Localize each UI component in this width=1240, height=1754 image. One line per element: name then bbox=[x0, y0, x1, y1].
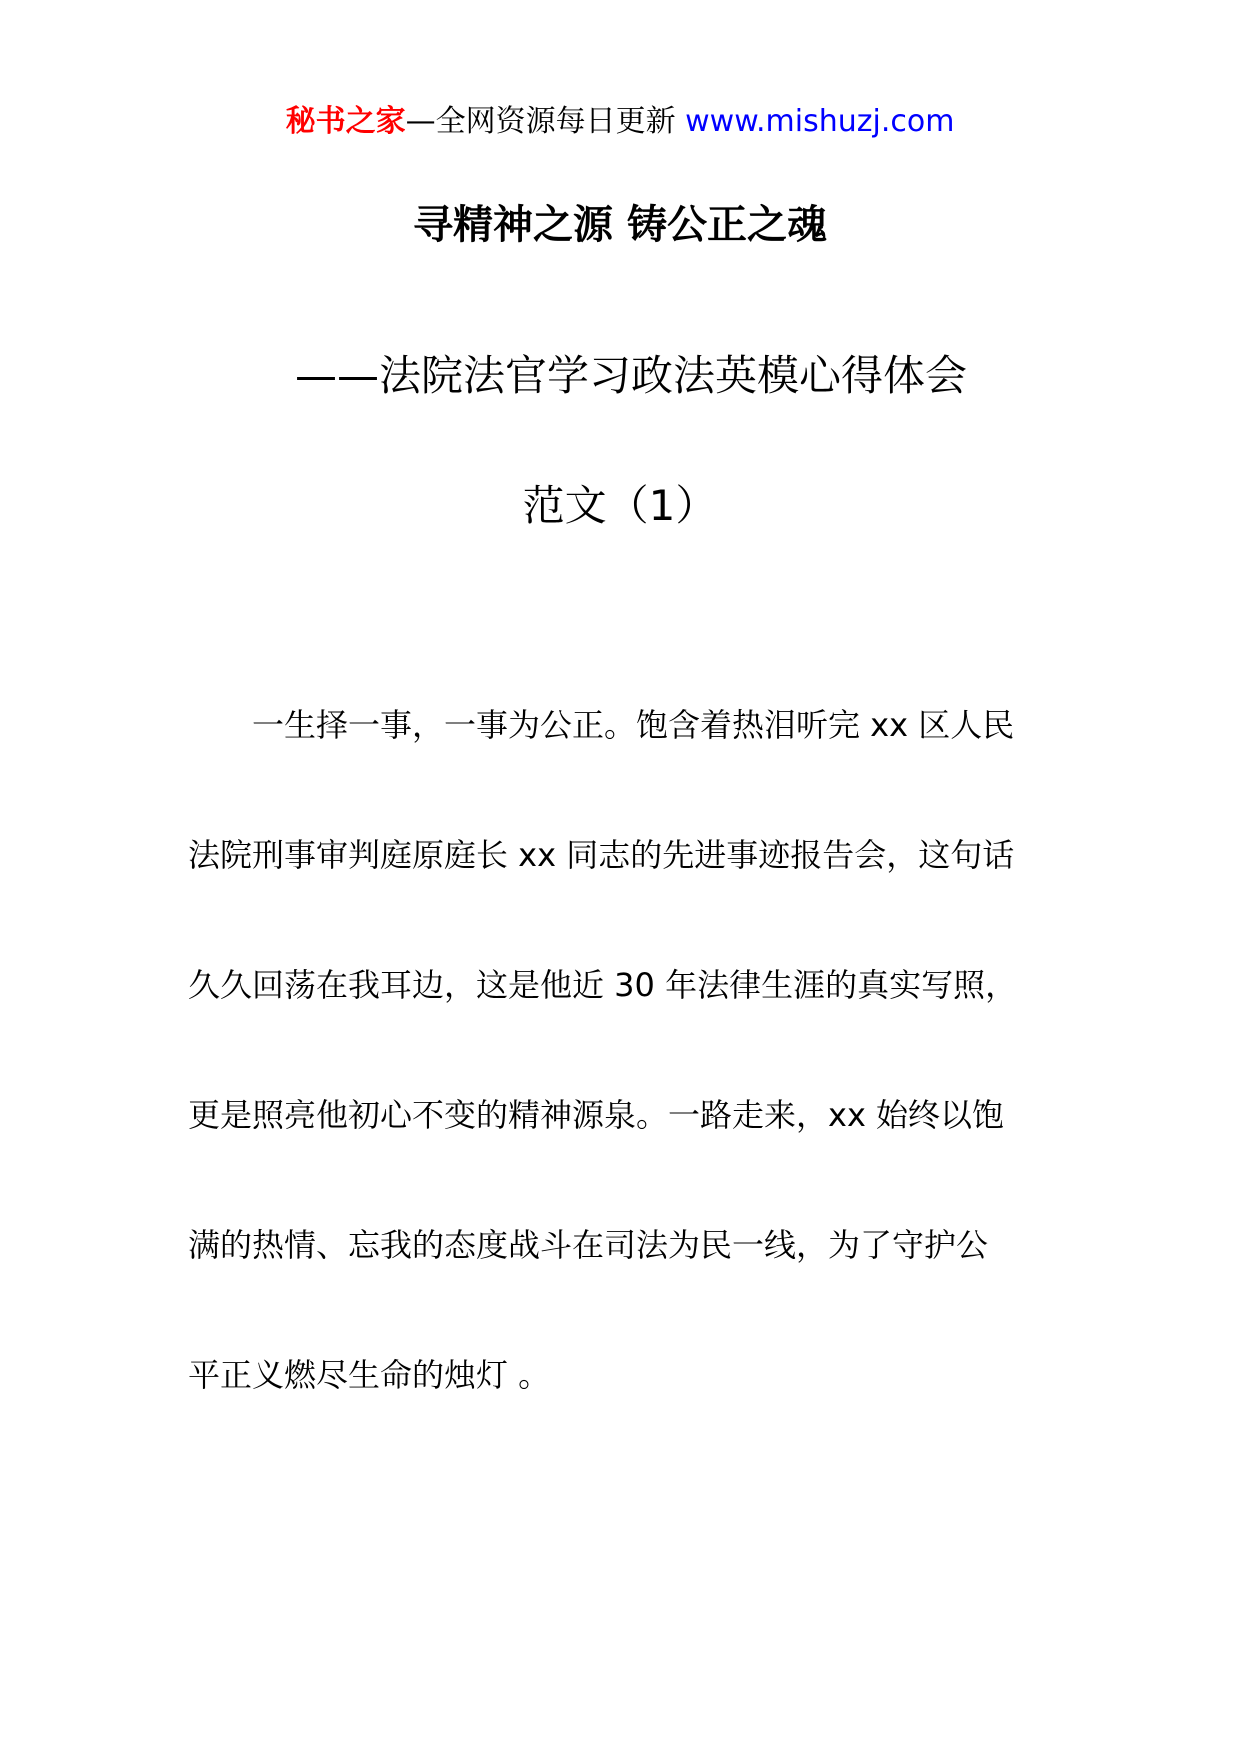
document-title: 寻精神之源 铸公正之魂 bbox=[413, 202, 827, 248]
body-line: 更是照亮他初心不变的精神源泉。一路走来，xx 始终以饱 bbox=[188, 1096, 1005, 1134]
site-link[interactable]: www.mishuzj.com bbox=[685, 104, 955, 139]
body-line: 满的热情、忘我的态度战斗在司法为民一线，为了守护公 bbox=[188, 1226, 989, 1264]
body-line: 平正义燃尽生命的烛灯 。 bbox=[188, 1356, 551, 1394]
body-line: 法院刑事审判庭原庭长 xx 同志的先进事迹报告会，这句话 bbox=[188, 836, 1015, 874]
header-tagline: —全网资源每日更新 bbox=[405, 104, 676, 139]
document-subtitle-continued: 范文（1） bbox=[522, 481, 718, 530]
brand-name: 秘书之家 bbox=[285, 104, 406, 139]
header-banner bbox=[0, 102, 1240, 142]
document-subtitle: ——法院法官学习政法英模心得体会 bbox=[294, 351, 967, 400]
body-paragraph bbox=[188, 705, 1058, 1485]
body-line: 久久回荡在我耳边，这是他近 30 年法律生涯的真实写照， bbox=[188, 966, 1018, 1004]
body-line: 一生择一事，一事为公正。饱含着热泪听完 xx 区人民 bbox=[252, 706, 1015, 744]
